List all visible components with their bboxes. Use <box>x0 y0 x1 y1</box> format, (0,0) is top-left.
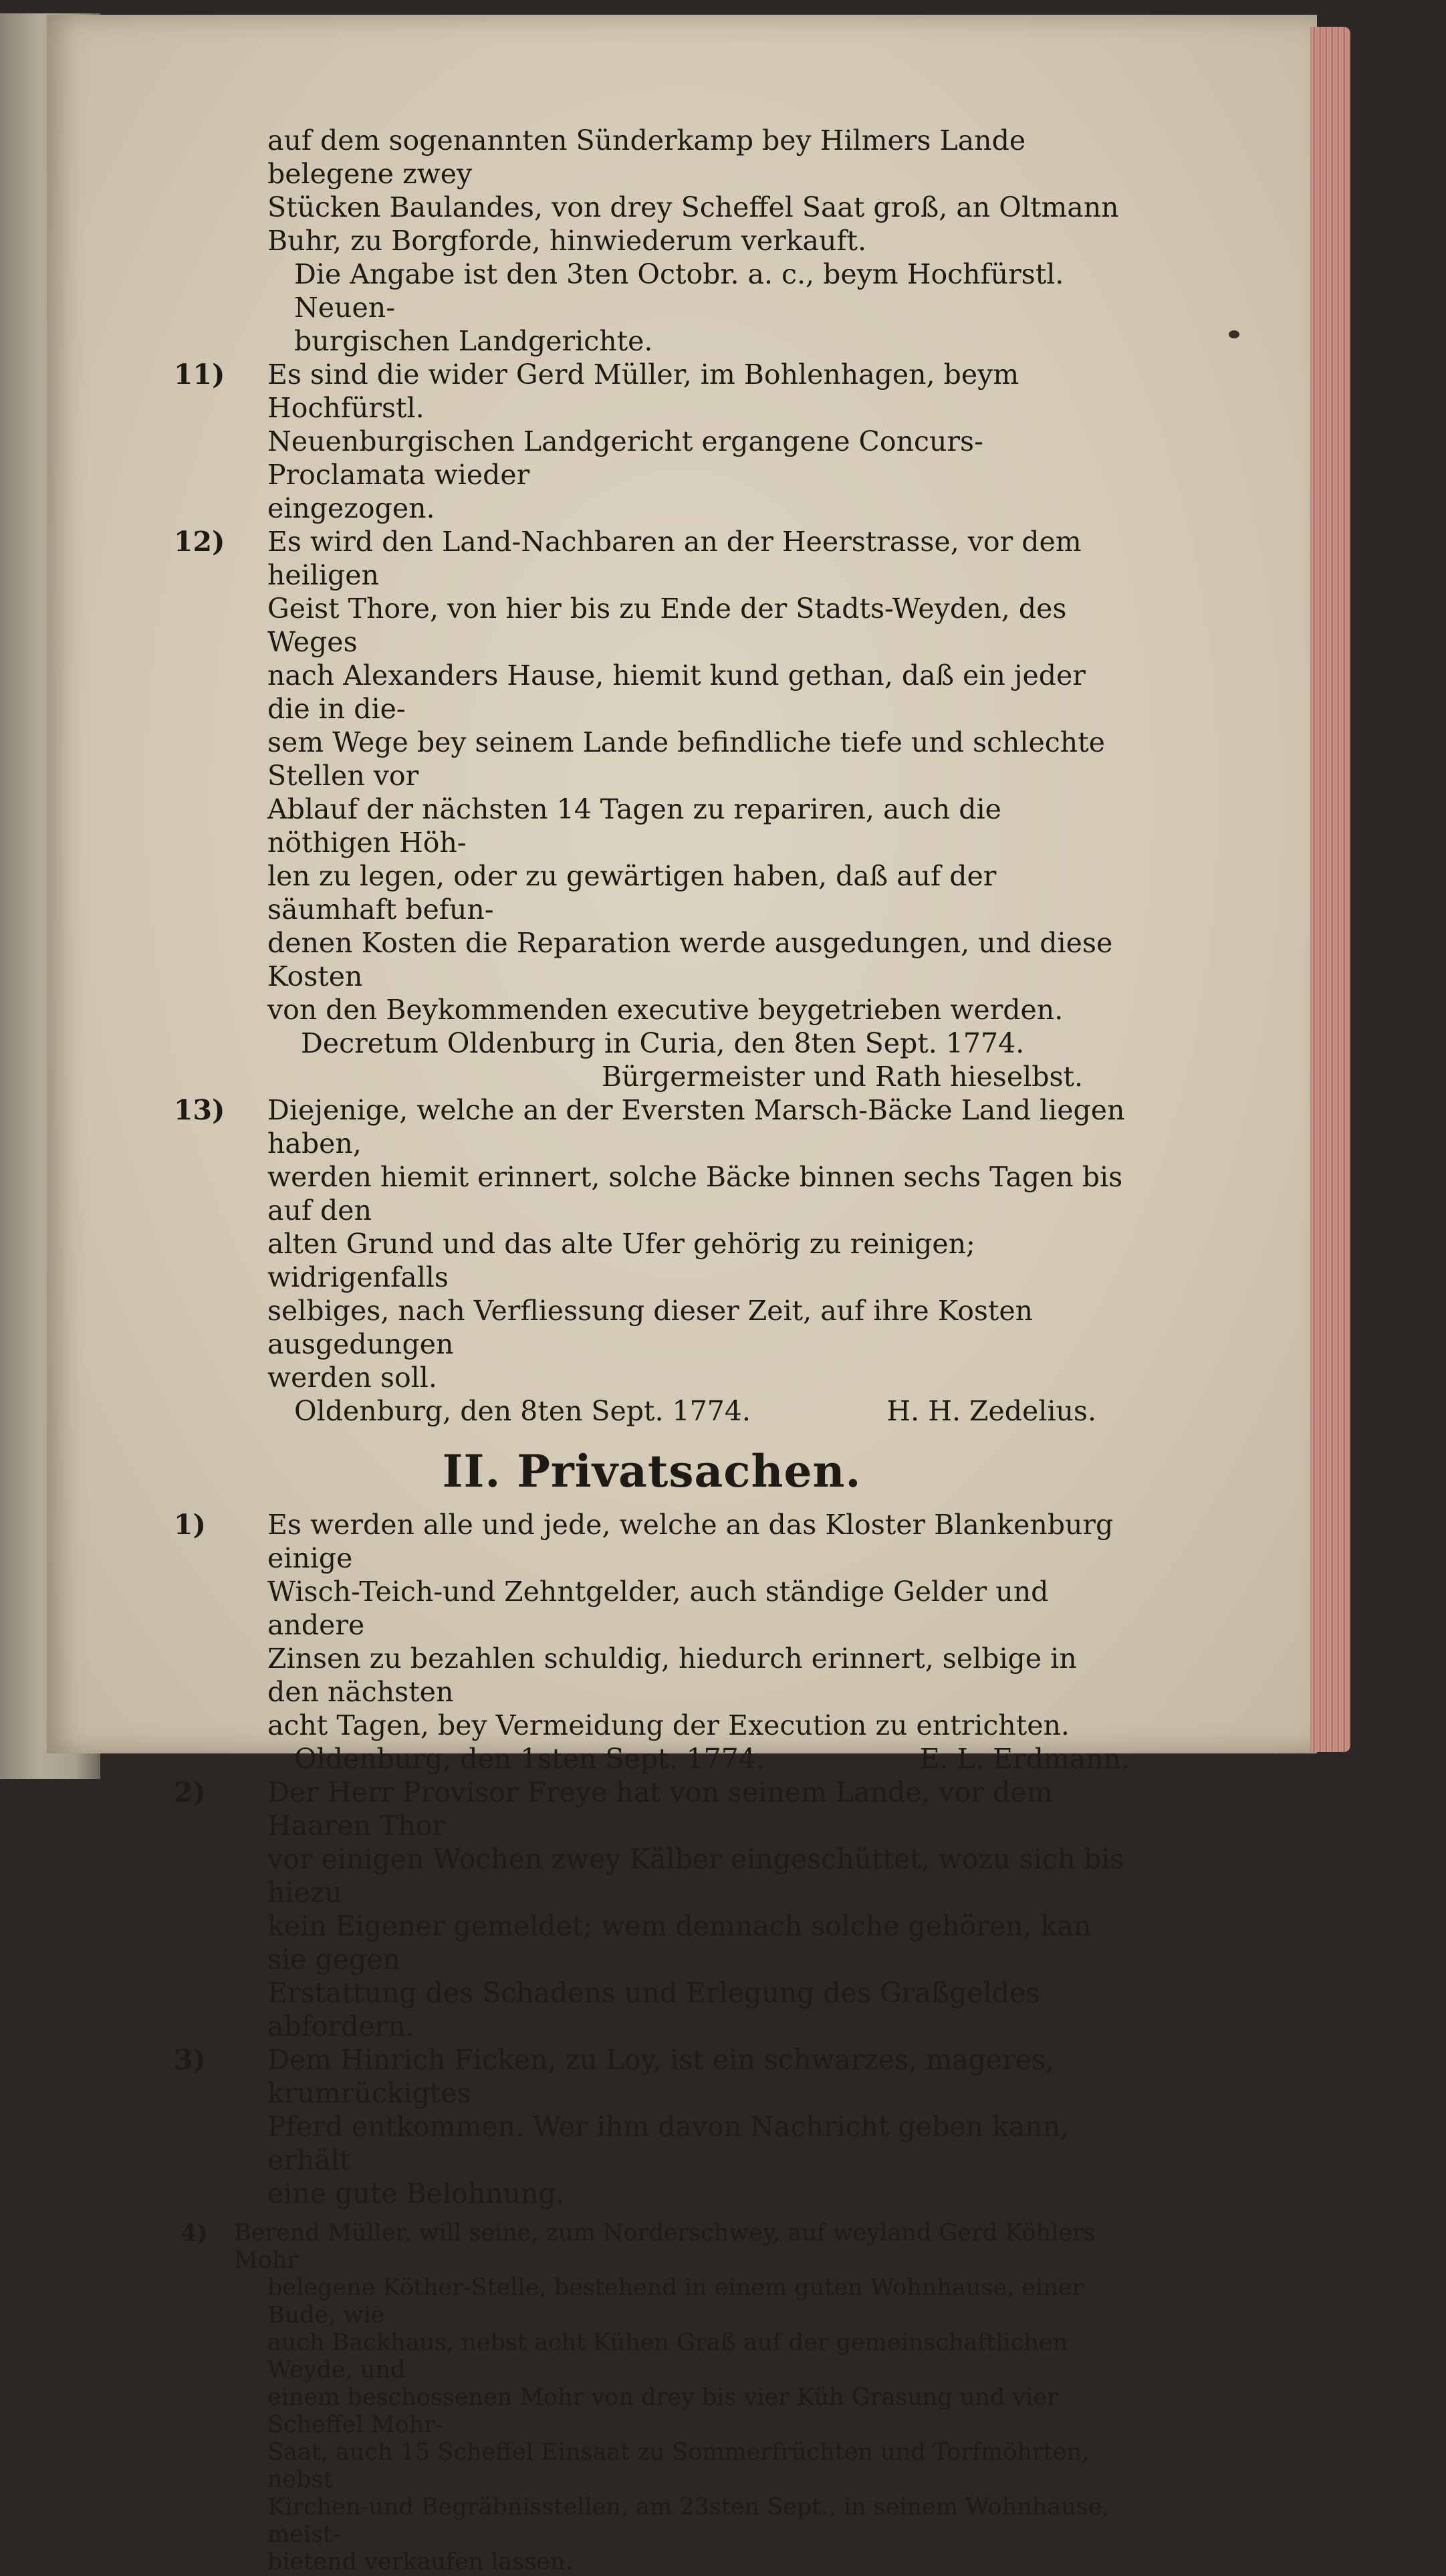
notice-item-13 <box>174 1093 1130 1394</box>
item-number: 1) <box>174 1509 206 1541</box>
item-number: 3) <box>174 2044 206 2076</box>
notice-item-11 <box>174 358 1130 525</box>
text-line: eingezogen. <box>267 492 435 524</box>
text-line: Dem Hinrich Ficken, zu Loy, ist ein schwarzes, mageres, krumrückigtes <box>267 2044 1055 2109</box>
text-line: Geist Thore, von hier bis zu Ende der Stadts-Weyden, des Weges <box>267 593 1067 658</box>
ink-spot <box>1229 330 1239 338</box>
private-item-3 <box>174 2043 1130 2210</box>
item-number: 12) <box>174 526 225 558</box>
text-line: Die Angabe ist den 3ten Octobr. a. c., beym Hochfürstl. Neuen- <box>294 258 1064 324</box>
text-line: Neuenburgischen Landgericht ergangene Concurs-Proclamata wieder <box>267 425 983 491</box>
text-line: Ablauf der nächsten 14 Tagen zu repariren, auch die nöthigen Höh- <box>267 793 1001 859</box>
private-item-2 <box>174 1776 1130 2043</box>
text-line: werden soll. <box>267 1362 437 1394</box>
text-line: Kirchen-und Begräbnisstellen, am 23sten Sept., in seinem Wohnhause, meist- <box>267 2494 1110 2548</box>
text-line: einem beschossenen Mohr von drey bis vier Küh Grasung und vier Scheffel Mohr- <box>267 2384 1058 2438</box>
text-line: Es wird den Land-Nachbaren an der Heerstrasse, vor dem heiligen <box>267 526 1082 591</box>
text-line: belegene Köther-Stelle, bestehend in einem guten Wohnhause, einer Bude, wie <box>267 2274 1084 2329</box>
item-number: 4) <box>180 2220 208 2247</box>
signature: E. L. Erdmann. <box>919 1743 1130 1775</box>
text-line: Zinsen zu bezahlen schuldig, hiedurch erinnert, selbige in den nächsten <box>267 1642 1077 1708</box>
text-line: alten Grund und das alte Ufer gehörig zu reinigen; widrigenfalls <box>267 1228 975 1293</box>
text-line: auch Backhaus, nebst acht Kühen Graß auf der gemeinschaftlichen Weyde, und <box>267 2329 1068 2383</box>
text-line: burgischen Landgerichte. <box>294 325 653 357</box>
text-line: auf dem sogenannten Sünderkamp bey Hilmers Lande belegene zwey <box>267 124 1026 190</box>
text-line: Es werden alle und jede, welche an das Kloster Blankenburg einige <box>267 1509 1114 1574</box>
page-text <box>174 124 1130 2576</box>
date-line: Oldenburg, den 8ten Sept. 1774. <box>294 1395 751 1427</box>
continuation-paragraph <box>174 124 1130 257</box>
text-line: sem Wege bey seinem Lande befindliche tiefe und schlechte Stellen vor <box>267 726 1105 792</box>
text-line: Pferd entkommen. Wer ihm davon Nachricht geben kann, erhält <box>267 2111 1070 2176</box>
text-line: Erstattung des Schadens und Erlegung des Graßgeldes abfordern. <box>267 1977 1040 2042</box>
text-line: Berend Müller, will seine, zum Norderschwey, auf weyland Gerd Köhlers Mohr <box>234 2220 1096 2274</box>
text-line: von den Beykommenden executive beygetrieben werden. <box>267 994 1064 1026</box>
item-number: 2) <box>174 1776 206 1808</box>
page-stack-edge <box>1310 27 1350 1752</box>
text-line: len zu legen, oder zu gewärtigen haben, daß auf der säumhaft befun- <box>267 860 997 926</box>
date-line: Oldenburg, den 1sten Sept. 1774. <box>294 1743 765 1775</box>
text-line: Wisch-Teich-und Zehntgelder, auch ständige Gelder und andere <box>267 1576 1049 1641</box>
text-line: Es sind die wider Gerd Müller, im Bohlenhagen, beym Hochfürstl. <box>267 358 1019 424</box>
section-title: II. Privatsachen. <box>442 1445 862 1497</box>
text-line: selbiges, nach Verfliessung dieser Zeit, auf ihre Kosten ausgedungen <box>267 1295 1034 1360</box>
signature-line: Bürgermeister und Rath hieselbst. <box>601 1061 1083 1093</box>
text-line: Der Herr Provisor Freye hat von seinem Lande, vor dem Haaren Thor <box>267 1776 1053 1842</box>
item-number: 13) <box>174 1094 225 1126</box>
text-line: eine gute Belohnung. <box>267 2177 565 2210</box>
text-line: Diejenige, welche an der Eversten Marsch-Bäcke Land liegen haben, <box>267 1094 1125 1160</box>
text-line: Saat, auch 15 Scheffel Einsaat zu Sommerfrüchten und Torfmöhrten, nebst <box>267 2439 1090 2493</box>
text-line: Buhr, zu Borgforde, hinwiederum verkauft. <box>267 225 867 257</box>
angabe-paragraph <box>174 257 1130 358</box>
date-signature-row <box>174 1394 1130 1428</box>
text-line: werden hiemit erinnert, solche Bäcke binnen sechs Tagen bis auf den <box>267 1161 1123 1226</box>
decree-line: Decretum Oldenburg in Curia, den 8ten Sept. 1774. <box>301 1027 1025 1059</box>
text-line: vor einigen Wochen zwey Kälber eingeschüttet, wozu sich bis hiezu <box>267 1843 1124 1909</box>
text-line: nach Alexanders Hause, hiemit kund gethan, daß ein jeder die in die- <box>267 659 1086 725</box>
notice-item-12 <box>174 525 1130 1027</box>
private-item-4 <box>174 2220 1130 2576</box>
text-line: denen Kosten die Reparation werde ausgedungen, und diese Kosten <box>267 927 1113 992</box>
signature: H. H. Zedelius. <box>886 1395 1096 1427</box>
date-signature-row <box>174 1742 1130 1776</box>
item-number: 11) <box>174 358 225 391</box>
text-line: Stücken Baulandes, von drey Scheffel Saat groß, an Oltmann <box>267 191 1119 223</box>
text-line: acht Tagen, bey Vermeidung der Execution zu entrichten. <box>267 1709 1070 1741</box>
text-line: bietend verkaufen lassen. <box>267 2549 573 2575</box>
private-item-1 <box>174 1508 1130 1742</box>
text-line: kein Eigener gemeldet; wem demnach solche gehören, kan sie gegen <box>267 1910 1092 1975</box>
